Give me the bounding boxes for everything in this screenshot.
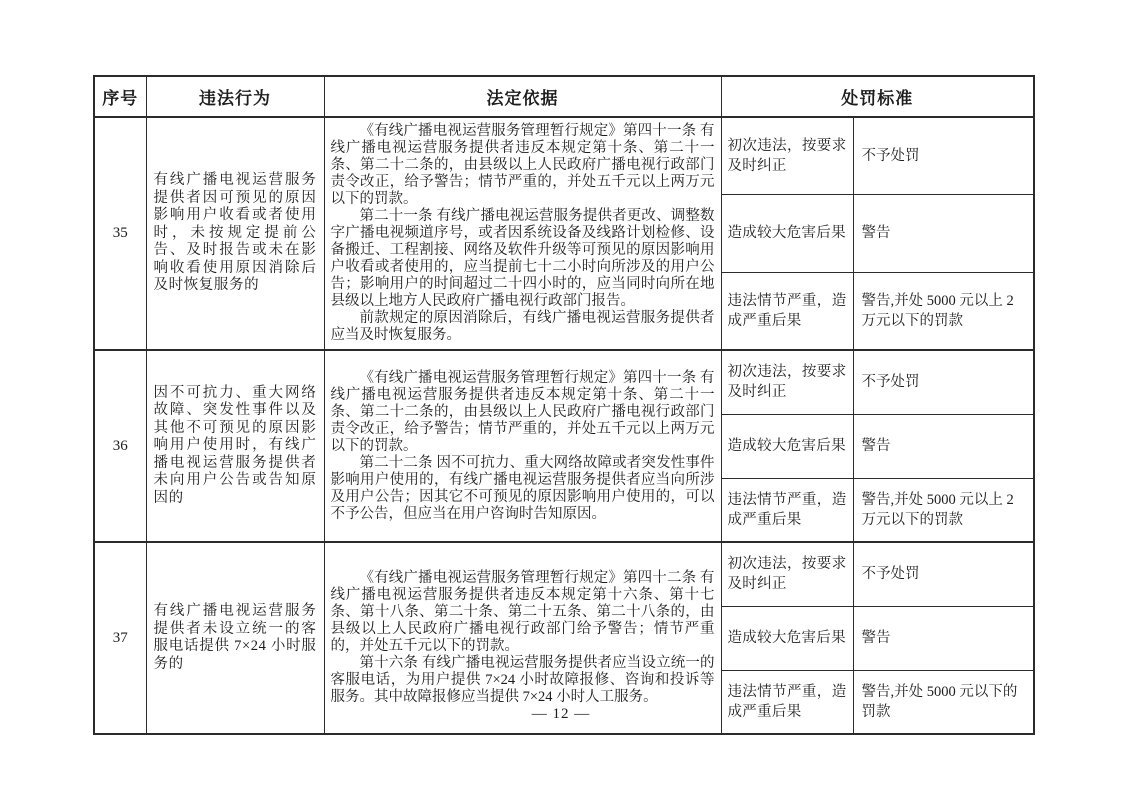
row-index: 37	[94, 542, 146, 734]
penalty-condition: 违法情节严重，造成严重后果	[721, 670, 853, 734]
penalty-condition: 初次违法，按要求及时纠正	[721, 117, 853, 195]
table-header-row	[94, 76, 1034, 117]
table-row	[94, 350, 1034, 414]
header-penalty: 处罚标准	[721, 76, 1034, 117]
penalty-result: 警告,并处 5000 元以下的罚款	[853, 670, 1034, 734]
legal-basis-cell	[324, 350, 721, 542]
legal-paragraph: 第二十二条 因不可抗力、重大网络故障或者突发性事件影响用户使用的，有线广播电视运营服务提供者应当向所涉及用户公告；因其它不可预见的原因影响用户使用的，可以不予公告，但应当在用户咨询时告知原因。	[330, 454, 715, 522]
penalty-result: 警告	[853, 195, 1034, 273]
legal-paragraph: 前款规定的原因消除后，有线广播电视运营服务提供者应当及时恢复服务。	[330, 310, 715, 343]
legal-paragraph: 第十六条 有线广播电视运营服务提供者应当设立统一的客服电话，为用户提供 7×24 小时故障报修、咨询和投诉等服务。其中故障报修应当提供 7×24 小时人工服务。	[330, 655, 715, 705]
header-behavior: 违法行为	[146, 76, 324, 117]
table-row	[94, 117, 1034, 195]
penalty-condition: 造成较大危害后果	[721, 606, 853, 670]
header-legal-basis: 法定依据	[324, 76, 721, 117]
header-index: 序号	[94, 76, 146, 117]
legal-basis-cell	[324, 117, 721, 350]
penalty-standards-table	[93, 75, 1035, 735]
penalty-result: 警告	[853, 414, 1034, 478]
legal-paragraph: 《有线广播电视运营服务管理暂行规定》第四十二条 有线广播电视运营服务提供者违反本规定第十六条、第十七条、第十八条、第二十条、第二十五条、第二十八条的，由县级以上人民政府广播电视行政部门给予警告；情节严重的，并处五千元以下的罚款。	[330, 570, 715, 654]
penalty-result: 不予处罚	[853, 117, 1034, 195]
table-row	[94, 542, 1034, 606]
violation-behavior: 有线广播电视运营服务提供者因可预见的原因影响用户收看或者使用时，未按规定提前公告、及时报告或未在影响收看使用原因消除后及时恢复服务的	[146, 117, 324, 350]
penalty-condition: 违法情节严重，造成严重后果	[721, 478, 853, 542]
penalty-condition: 初次违法，按要求及时纠正	[721, 350, 853, 414]
violation-behavior: 因不可抗力、重大网络故障、突发性事件以及其他不可预见的原因影响用户使用时，有线广播电视运营服务提供者未向用户公告或告知原因的	[146, 350, 324, 542]
row-index: 36	[94, 350, 146, 542]
legal-paragraph: 《有线广播电视运营服务管理暂行规定》第四十一条 有线广播电视运营服务提供者违反本规定第十条、第二十一条、第二十二条的，由县级以上人民政府广播电视行政部门责令改正，给予警告；情节严重的，并处五千元以上两万元以下的罚款。	[330, 123, 715, 207]
penalty-result: 警告	[853, 606, 1034, 670]
page-number: — 12 —	[531, 706, 591, 722]
penalty-condition: 造成较大危害后果	[721, 195, 853, 273]
penalty-condition: 违法情节严重，造成严重后果	[721, 272, 853, 350]
penalty-result: 警告,并处 5000 元以上 2 万元以下的罚款	[853, 478, 1034, 542]
legal-paragraph: 第二十一条 有线广播电视运营服务提供者更改、调整数字广播电视频道序号，或者因系统设备及线路计划检修、设备搬迁、工程割接、网络及软件升级等可预见的原因影响用户收看或者使用的，应当提前七十二小时向所涉及的用户公告；影响用户的时间超过二十四小时的，应当同时向所在地县级以上地方人民政府广播电视行政部门报告。	[330, 208, 715, 309]
penalty-result: 警告,并处 5000 元以上 2 万元以下的罚款	[853, 272, 1034, 350]
penalty-result: 不予处罚	[853, 350, 1034, 414]
violation-behavior: 有线广播电视运营服务提供者未设立统一的客服电话提供 7×24 小时服务的	[146, 542, 324, 734]
penalty-result: 不予处罚	[853, 542, 1034, 606]
penalty-condition: 造成较大危害后果	[721, 414, 853, 478]
row-index: 35	[94, 117, 146, 350]
legal-paragraph: 《有线广播电视运营服务管理暂行规定》第四十一条 有线广播电视运营服务提供者违反本规定第十条、第二十一条、第二十二条的，由县级以上人民政府广播电视行政部门责令改正，给予警告；情节严重的，并处五千元以上两万元以下的罚款。	[330, 369, 715, 454]
penalty-condition: 初次违法，按要求及时纠正	[721, 542, 853, 606]
